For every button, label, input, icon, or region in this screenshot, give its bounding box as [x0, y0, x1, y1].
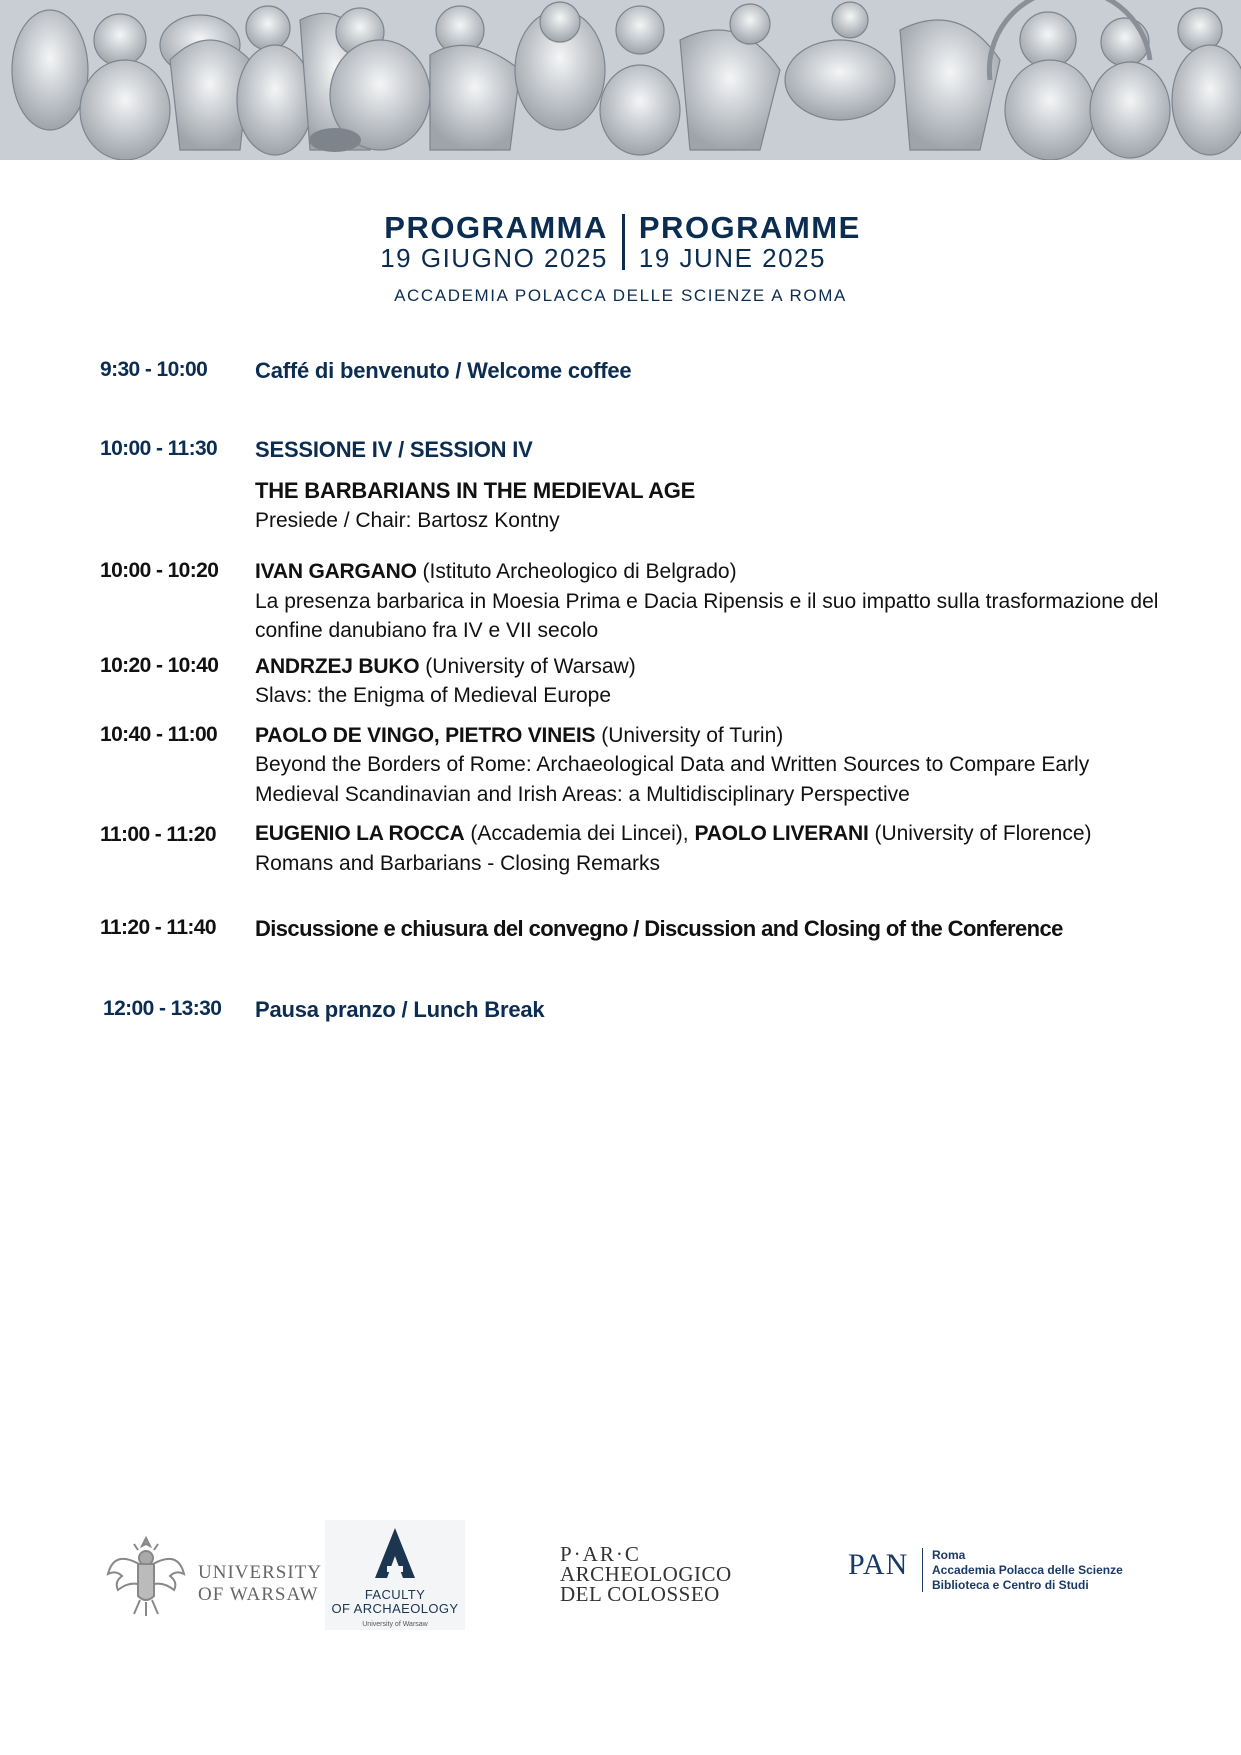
uw-wordmark [198, 1562, 322, 1606]
schedule-item-closing [100, 914, 1160, 945]
fa-sub: University of Warsaw [362, 1621, 428, 1628]
talk-title: Slavs: the Enigma of Medieval Europe [255, 684, 612, 707]
fa-line1: FACULTY [364, 1587, 426, 1602]
schedule-item-welcome [100, 356, 1160, 387]
fa-wordmark [325, 1588, 465, 1632]
title-italian [366, 212, 622, 272]
talk-title: Romans and Barbarians - Closing Remarks [255, 851, 660, 875]
time-slot: 10:40 - 11:00 [100, 722, 218, 746]
item-title: Pausa pranzo / Lunch Break [255, 996, 545, 1022]
time-slot: 10:00 - 10:20 [100, 559, 219, 582]
schedule-item-lunch [100, 995, 1160, 1026]
uw-line2: OF WARSAW [198, 1584, 319, 1605]
session-chair: Presiede / Chair: Bartosz Kontny [255, 508, 560, 532]
header-relief-image [0, 0, 1241, 160]
speaker-affiliation: (University of Warsaw) [419, 654, 636, 678]
venue-line: ACCADEMIA POLACCA DELLE SCIENZE A ROMA [394, 286, 847, 305]
title-programme: PROGRAMME [638, 210, 861, 245]
speaker-name: ANDRZEJ BUKO [255, 654, 420, 678]
parco-line1: P·AR·C [560, 1542, 641, 1566]
archaeology-a-icon [325, 1520, 465, 1584]
time-slot: 10:00 - 11:30 [100, 436, 218, 460]
title-programma: PROGRAMMA [384, 210, 608, 245]
schedule-item-session [100, 435, 1160, 536]
talk-item [100, 652, 1160, 711]
talk-item [100, 819, 1160, 878]
partner-logos [0, 1510, 1241, 1630]
speaker-affiliation: (Accademia dei Lincei), [464, 822, 695, 845]
date-italian: 19 GIUGNO 2025 [380, 243, 608, 273]
uw-line1: UNIVERSITY [198, 1562, 322, 1583]
university-of-warsaw-logo [104, 1530, 322, 1620]
talk-item [100, 557, 1160, 646]
time-slot: 11:20 - 11:40 [100, 916, 216, 939]
time-slot: 9:30 - 10:00 [100, 358, 208, 381]
speaker-affiliation: (Istituto Archeologico di Belgrado) [416, 560, 737, 583]
schedule [100, 356, 1160, 1025]
talk-item [100, 721, 1160, 810]
relief-illustration [0, 0, 1241, 160]
time-slot: 12:00 - 13:30 [103, 996, 222, 1020]
pan-divider [922, 1548, 923, 1592]
fa-line2: OF ARCHAEOLOGY [331, 1601, 459, 1616]
item-title: Discussione e chiusura del convegno / Discussion and Closing of the Conference [255, 916, 1063, 941]
speaker-name: EUGENIO LA ROCCA [255, 822, 465, 845]
title-english [625, 212, 875, 272]
item-title: Caffé di benvenuto / Welcome coffee [255, 358, 632, 383]
parco-line3: DEL COLOSSEO [560, 1582, 720, 1606]
date-english: 19 JUNE 2025 [638, 243, 826, 273]
speaker-name: IVAN GARGANO [255, 560, 417, 583]
pan-line1: Roma [932, 1548, 966, 1562]
pan-wordmark [932, 1548, 1123, 1593]
speaker-affiliation: (University of Turin) [595, 723, 784, 747]
speaker-affiliation-2: (University of Florence) [868, 822, 1092, 845]
speaker-name: PAOLO DE VINGO, PIETRO VINEIS [255, 723, 596, 747]
pan-line2: Accademia Polacca delle Scienze [932, 1563, 1123, 1577]
speaker-name-2: PAOLO LIVERANI [694, 822, 869, 845]
parco-line2: ARCHEOLOGICO [560, 1562, 732, 1586]
talk-title: Beyond the Borders of Rome: Archaeological Data and Written Sources to Compare Early Medieval Scandinavian and Irish Areas: a Multidisciplinary Perspective [255, 753, 1090, 806]
pan-mark: PAN [848, 1548, 909, 1581]
eagle-emblem-icon [104, 1530, 188, 1620]
parco-archeologico-colosseo-logo [560, 1544, 732, 1604]
session-subtitle: THE BARBARIANS IN THE MEDIEVAL AGE [255, 478, 696, 503]
talk-title: La presenza barbarica in Moesia Prima e Dacia Ripensis e il suo impatto sulla trasformazione del confine danubiano fra IV e VII secolo [255, 589, 1159, 642]
time-slot: 11:00 - 11:20 [100, 823, 216, 846]
session-title: SESSIONE IV / SESSION IV [255, 436, 533, 462]
faculty-of-archaeology-logo [325, 1520, 465, 1630]
time-slot: 10:20 - 10:40 [100, 653, 219, 677]
programme-title-block [0, 212, 1241, 306]
pan-line3: Biblioteca e Centro di Studi [932, 1578, 1089, 1592]
